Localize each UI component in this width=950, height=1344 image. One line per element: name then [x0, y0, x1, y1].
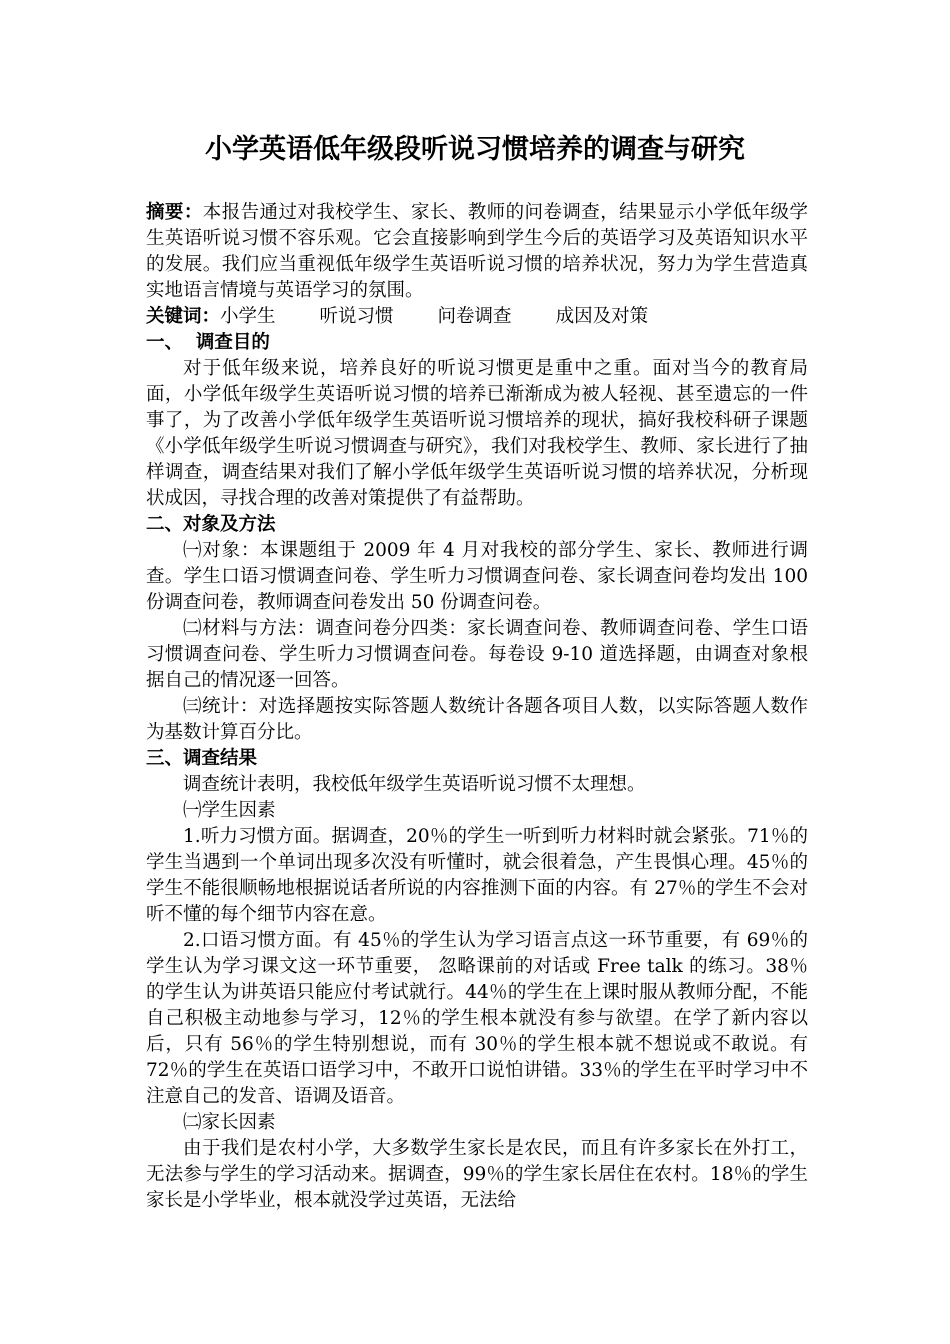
- subheading-parent-factors: ㈡家长因素: [183, 1112, 276, 1133]
- keywords-label: 关键词：: [146, 306, 221, 327]
- section-heading-results: 三、调查结果: [146, 748, 258, 769]
- paragraph: 1.听力习惯方面。据调查，20％的学生一听到听力材料时就会紧张。71％的学生当遇到一个单词出现多次没有听懂时，就会很着急，产生畏惧心理。45％的学生不能很顺畅地根据说话者所说的内容推测下面的内容。有 27％的学生不会对听不懂的每个细节内容在意。: [146, 826, 808, 925]
- paragraph: 2.口语习惯方面。有 45％的学生认为学习语言点这一环节重要，有 69％的学生认为学习课文这一环节重要， 忽略课前的对话或 Free talk 的练习。38％的学生认为讲英语只能应付考试就行。44％的学生在上课时服从教师分配，不能自己积极主动地参与学习，12％的学生根本就没有参与欲望。在学了新内容以后，只有 56％的学生特别想说，而有 30％的学生根本就不想说或不敢说。有 72％的学生在英语口语学习中，不敢开口说怕讲错。33％的学生在平时学习中不注意自己的发音、语调及语音。: [146, 930, 808, 1107]
- abstract-paragraph: [146, 200, 808, 304]
- document-body: [146, 200, 808, 1214]
- abstract-text: 本报告通过对我校学生、家长、教师的问卷调查，结果显示小学低年级学生英语听说习惯不容乐观。它会直接影响到学生今后的英语学习及英语知识水平的发展。我们应当重视低年级学生英语听说习惯的培养状况，努力为学生营造真实地语言情境与英语学习的氛围。: [146, 202, 808, 301]
- document-title: 小学英语低年级段听说习惯培养的调查与研究: [205, 134, 745, 165]
- paragraph: ㈡材料与方法：调查问卷分四类：家长调查问卷、教师调查问卷、学生口语习惯调查问卷、学生听力习惯调查问卷。每卷设 9-10 道选择题，由调查对象根据自己的情况逐一回答。: [146, 618, 808, 691]
- keyword-item: 成因及对策: [555, 306, 649, 327]
- section-heading-methods: 二、对象及方法: [146, 514, 276, 535]
- section-heading-purpose: 一、 调查目的: [146, 332, 270, 353]
- keyword-item: 小学生: [220, 306, 276, 327]
- keywords-line: [146, 304, 808, 330]
- paragraph: ㈢统计：对选择题按实际答题人数统计各题各项目人数，以实际答题人数作为基数计算百分比。: [146, 696, 808, 743]
- keyword-item: 听说习惯: [319, 306, 394, 327]
- abstract-label: 摘要：: [146, 202, 203, 223]
- keyword-item: 问卷调查: [437, 306, 512, 327]
- paragraph: 对于低年级来说，培养良好的听说习惯更是重中之重。面对当今的教育局面，小学低年级学生英语听说习惯的培养已渐渐成为被人轻视、甚至遗忘的一件事了，为了改善小学低年级学生英语听说习惯培养的现状，搞好我校科研子课题《小学低年级学生听说习惯调查与研究》，我们对我校学生、教师、家长进行了抽样调查，调查结果对我们了解小学低年级学生英语听说习惯的培养状况，分析现状成因，寻找合理的改善对策提供了有益帮助。: [146, 358, 808, 509]
- paragraph: ㈠对象：本课题组于 2009 年 4 月对我校的部分学生、家长、教师进行调查。学生口语习惯调查问卷、学生听力习惯调查问卷、家长调查问卷均发出 100 份调查问卷，教师调查问卷发出 50 份调查问卷。: [146, 540, 808, 613]
- paragraph: 调查统计表明，我校低年级学生英语听说习惯不太理想。: [183, 774, 646, 795]
- subheading-student-factors: ㈠学生因素: [183, 800, 276, 821]
- paragraph: 由于我们是农村小学，大多数学生家长是农民，而且有许多家长在外打工，无法参与学生的学习活动来。据调查，99％的学生家长居住在农村。18％的学生家长是小学毕业，根本就没学过英语，无法给: [146, 1138, 808, 1211]
